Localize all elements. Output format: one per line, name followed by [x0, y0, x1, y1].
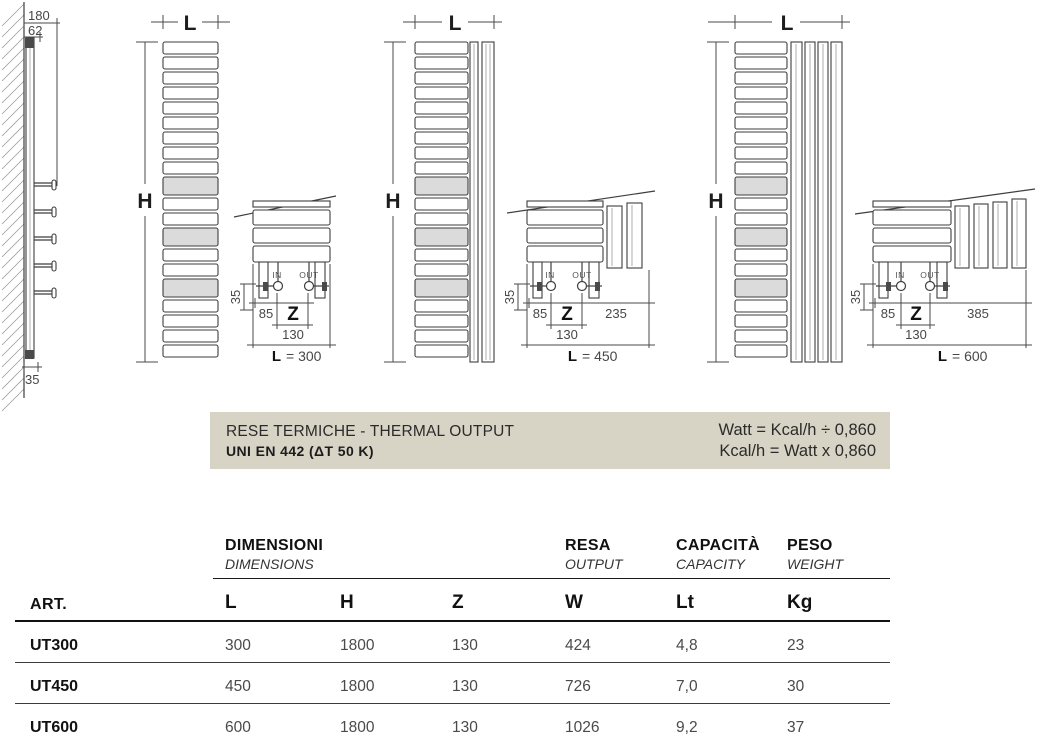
row-w: 726 [553, 663, 664, 704]
row-l: 600 [213, 704, 328, 744]
dim-value-l: = 450 [582, 348, 618, 364]
group-weight [775, 524, 890, 579]
row-lt: 4,8 [664, 621, 775, 663]
dim-label-l: L [938, 348, 947, 365]
dim-label-pitch: 130 [282, 327, 304, 342]
row-w: 424 [553, 621, 664, 663]
row-w: 1026 [553, 704, 664, 744]
formula-watt: Watt = Kcal/h ÷ 0,860 [719, 420, 876, 441]
table-row [15, 621, 890, 663]
group-output-en: OUTPUT [565, 556, 664, 572]
art-header: ART. [15, 579, 213, 622]
unit-h: H [328, 579, 440, 622]
dim-label-z: Z [910, 304, 922, 325]
group-capacity [664, 524, 775, 579]
dim-label-right-ext: 385 [967, 306, 989, 321]
dim-label-drop: 35 [228, 290, 243, 304]
row-h: 1800 [328, 663, 440, 704]
group-capacity-en: CAPACITY [676, 556, 775, 572]
dim-label-bottom-offset: 35 [25, 372, 39, 387]
row-l: 300 [213, 621, 328, 663]
banner-title: RESE TERMICHE - THERMAL OUTPUT [226, 423, 514, 441]
radiator-slats [163, 42, 218, 357]
dim-label-offset: 85 [259, 306, 273, 321]
table-units-row [15, 579, 890, 622]
dim-label-drop: 35 [502, 290, 517, 304]
dim-label-right-ext: 235 [605, 306, 627, 321]
group-dimensions [213, 524, 553, 579]
dim-label-pitch: 130 [905, 327, 927, 342]
dim-value-l: = 300 [286, 348, 322, 364]
group-output-it: RESA [565, 537, 664, 555]
formula-kcal: Kcal/h = Watt x 0,860 [719, 441, 876, 462]
group-dimensions-en: DIMENSIONS [225, 556, 553, 572]
dim-label-height: H [137, 190, 152, 213]
row-lt: 7,0 [664, 663, 775, 704]
detail-view-ut300 [228, 196, 336, 365]
unit-kg: Kg [775, 579, 890, 622]
dim-label-width: L [449, 12, 462, 35]
group-weight-en: WEIGHT [787, 556, 890, 572]
row-lt: 9,2 [664, 704, 775, 744]
row-z: 130 [440, 621, 553, 663]
wall-hatching [2, 4, 24, 411]
group-capacity-it: CAPACITÀ [676, 537, 775, 555]
front-view-ut300 [136, 12, 230, 362]
dim-label-offset: 85 [881, 306, 895, 321]
row-l: 450 [213, 663, 328, 704]
outlet-label: OUT [299, 270, 318, 280]
dim-label-l: L [272, 348, 281, 365]
dim-label-height: H [385, 190, 400, 213]
row-art: UT300 [15, 621, 213, 663]
group-dimensions-it: DIMENSIONI [225, 537, 553, 555]
detail-view-ut450 [502, 191, 655, 365]
row-h: 1800 [328, 704, 440, 744]
unit-z: Z [440, 579, 553, 622]
front-view-ut450 [384, 12, 502, 362]
group-weight-it: PESO [787, 537, 890, 555]
row-z: 130 [440, 704, 553, 744]
row-art: UT450 [15, 663, 213, 704]
unit-lt: Lt [664, 579, 775, 622]
outlet-label: OUT [572, 270, 591, 280]
row-kg: 23 [775, 621, 890, 663]
unit-w: W [553, 579, 664, 622]
dim-label-width: L [184, 12, 197, 35]
dim-value-l: = 600 [952, 348, 988, 364]
group-output [553, 524, 664, 579]
side-view-drawing [2, 2, 60, 411]
dim-label-offset: 85 [533, 306, 547, 321]
dim-label-drop: 35 [848, 290, 863, 304]
radiator-slats [735, 42, 787, 357]
radiator-slats [415, 42, 468, 357]
unit-l: L [213, 579, 328, 622]
spec-table [15, 524, 890, 744]
inlet-label: IN [272, 270, 282, 280]
dim-label-pitch: 130 [556, 327, 578, 342]
table-row [15, 663, 890, 704]
table-row [15, 704, 890, 744]
thermal-output-banner [210, 412, 890, 469]
dim-label-bracket: 62 [28, 23, 42, 38]
row-kg: 30 [775, 663, 890, 704]
dim-label-l: L [568, 348, 577, 365]
dim-label-width: L [781, 12, 794, 35]
row-kg: 37 [775, 704, 890, 744]
inlet-label: IN [895, 270, 905, 280]
dim-label-height: H [708, 190, 723, 213]
conversion-formulas [719, 420, 876, 462]
table-group-header-row [15, 524, 890, 579]
detail-view-ut600 [848, 189, 1035, 365]
front-view-ut600 [707, 12, 850, 362]
row-h: 1800 [328, 621, 440, 663]
towel-hooks [34, 180, 56, 298]
row-art: UT600 [15, 704, 213, 744]
banner-standard: UNI EN 442 (ΔT 50 K) [226, 443, 514, 459]
row-z: 130 [440, 663, 553, 704]
banner-titles [226, 423, 514, 459]
dim-label-z: Z [561, 304, 573, 325]
dim-label-depth: 180 [28, 8, 50, 23]
inlet-label: IN [545, 270, 555, 280]
dim-label-z: Z [287, 304, 299, 325]
outlet-label: OUT [920, 270, 939, 280]
